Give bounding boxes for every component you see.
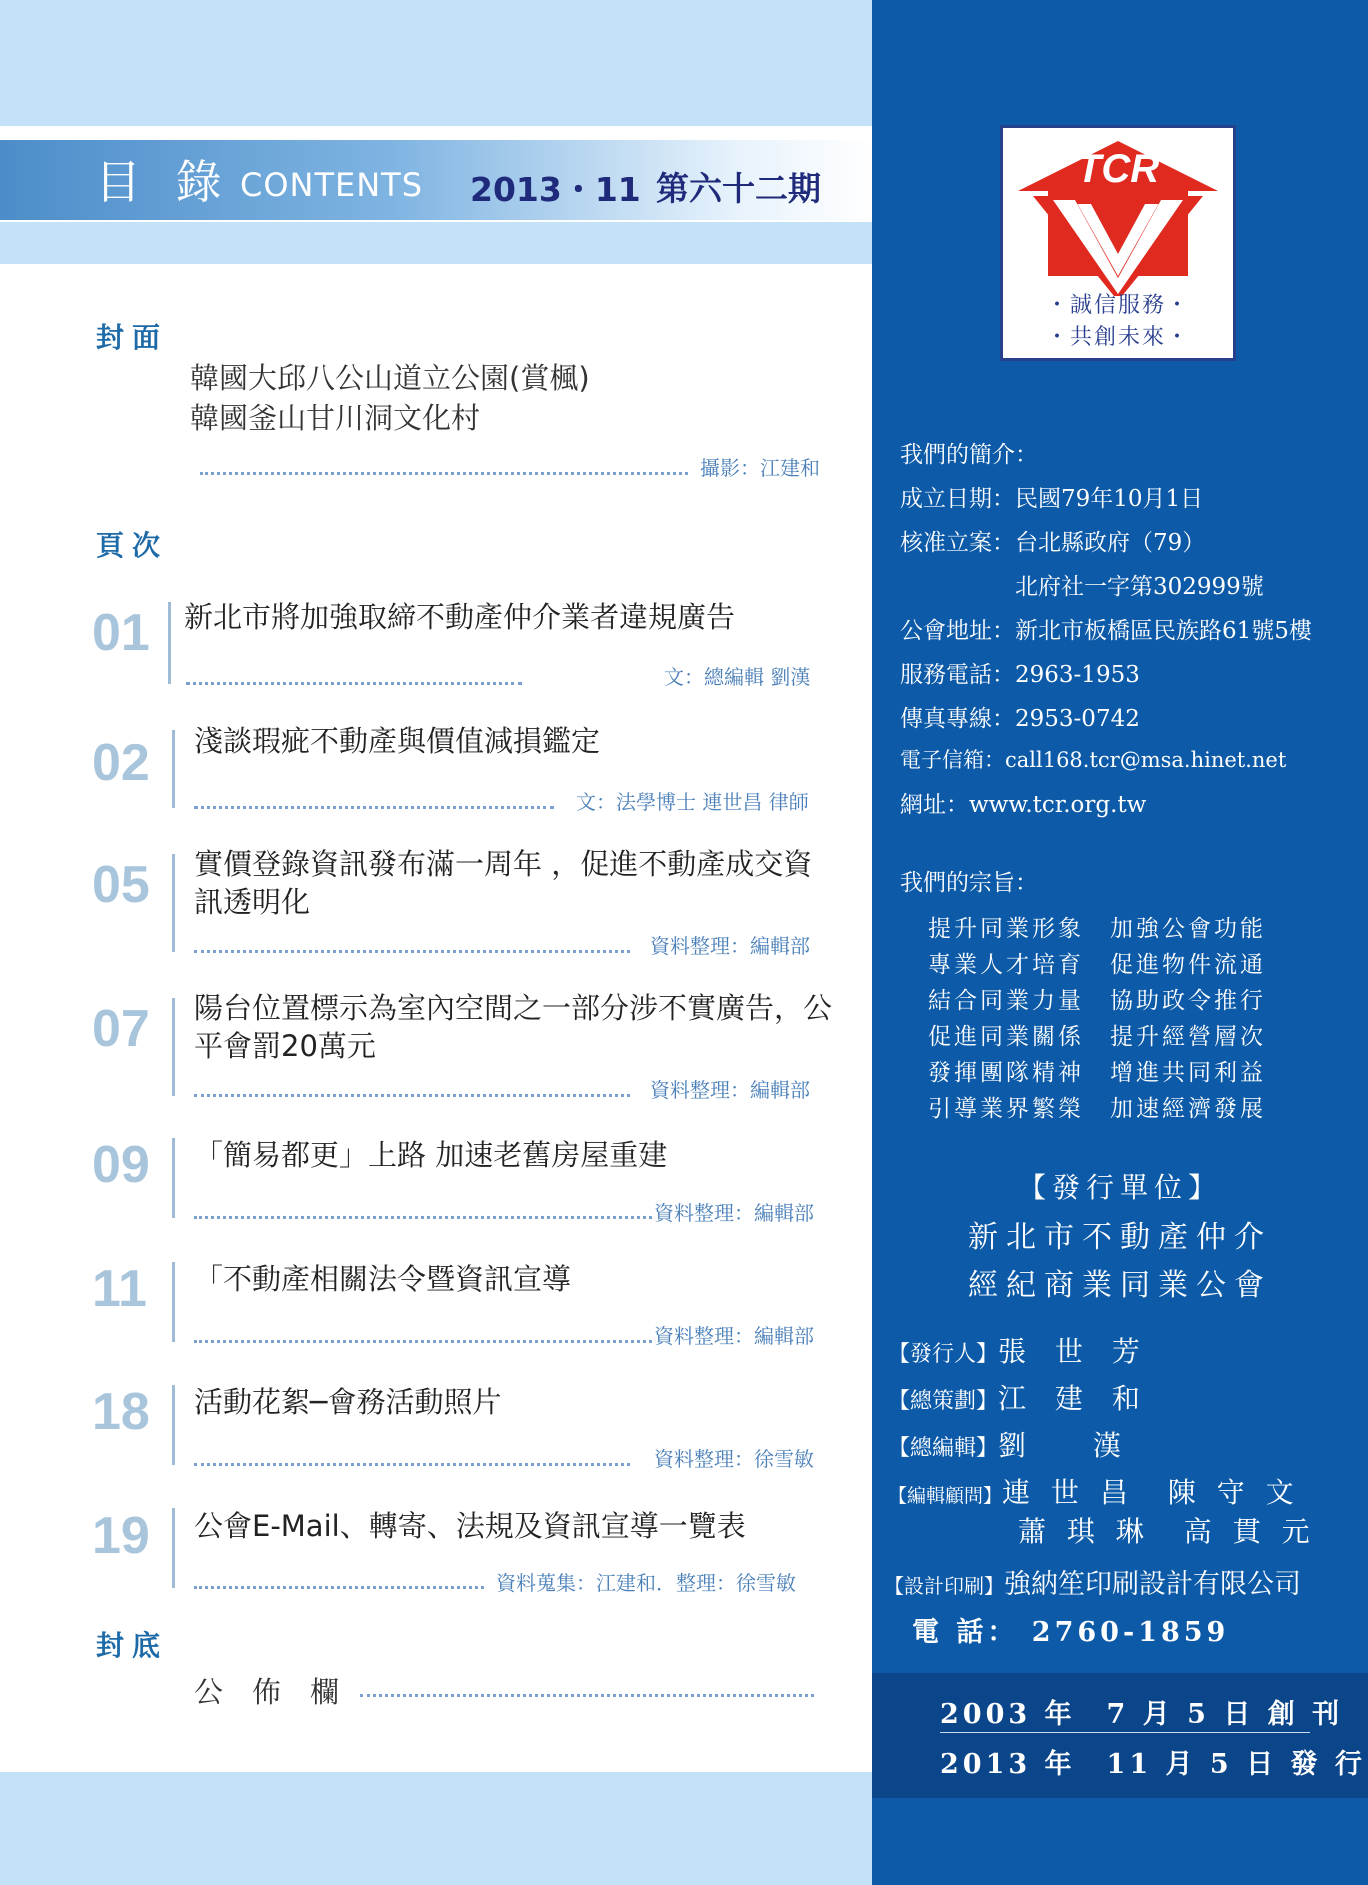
entry-credit: 文：總編輯 劉漢 bbox=[664, 665, 811, 689]
entry-credit: 資料整理：編輯部 bbox=[650, 1078, 810, 1102]
entry-credit: 資料整理：徐雪敏 bbox=[654, 1447, 814, 1471]
entry-divider bbox=[172, 730, 175, 808]
staff-label: 【編輯顧問】 bbox=[888, 1485, 1003, 1507]
page-title-en: CONTENTS bbox=[240, 166, 424, 204]
dotted-leader bbox=[194, 806, 554, 809]
date-divider bbox=[940, 1732, 1310, 1733]
staff-value: 張 世 芳 bbox=[998, 1335, 1150, 1368]
entry-page-number: 09 bbox=[92, 1136, 150, 1194]
entry-title: 「簡易都更」上路 加速老舊房屋重建 bbox=[194, 1138, 668, 1172]
staff-row bbox=[888, 1377, 1150, 1417]
logo-text: TCR bbox=[1076, 147, 1160, 191]
publisher-name-1: 新北市不動產仲介 bbox=[968, 1220, 1272, 1255]
staff-value: 連 世 昌 陳 守 文 bbox=[1002, 1476, 1300, 1509]
staff-row bbox=[1018, 1510, 1316, 1550]
back-cover-item: 公 佈 欄 bbox=[194, 1675, 340, 1709]
page-title: 目 錄 bbox=[95, 155, 232, 209]
bottom-band bbox=[0, 1772, 872, 1885]
intro-line: 傳真專線：2953-0742 bbox=[900, 706, 1140, 732]
cover-heading: 封面 bbox=[96, 321, 169, 354]
entry-divider bbox=[172, 854, 175, 952]
publisher-heading: 【發行單位】 bbox=[1017, 1171, 1222, 1204]
logo-slogan-2: ・共創未來・ bbox=[1045, 325, 1190, 350]
intro-email[interactable]: 電子信箱：call168.tcr@msa.hinet.net bbox=[900, 748, 1287, 772]
staff-row bbox=[888, 1330, 1150, 1370]
cover-line-1: 韓國大邱八公山道立公園(賞楓) bbox=[190, 361, 590, 395]
staff-value: 江 建 和 bbox=[998, 1382, 1150, 1415]
cover-credit: 攝影：江建和 bbox=[700, 456, 820, 480]
dotted-leader bbox=[194, 1094, 630, 1097]
purpose-line: 提升同業形象 加強公會功能 bbox=[928, 916, 1266, 942]
entry-page-number: 01 bbox=[92, 604, 150, 662]
intro-line: 核准立案：台北縣政府（79） bbox=[900, 530, 1206, 556]
entry-page-number: 18 bbox=[92, 1383, 150, 1441]
dotted-leader bbox=[360, 1694, 814, 1697]
entry-page-number: 11 bbox=[92, 1260, 147, 1318]
dotted-leader bbox=[194, 1340, 652, 1343]
top-band bbox=[0, 0, 872, 126]
founded-date: 2003 年 7 月 5 日 創 刊 bbox=[940, 1699, 1344, 1730]
staff-row bbox=[884, 1562, 1301, 1601]
intro-line: 公會地址：新北市板橋區民族路61號5樓 bbox=[900, 618, 1312, 644]
intro-line: 服務電話：2963-1953 bbox=[900, 662, 1140, 688]
purpose-line: 促進同業關係 提升經營層次 bbox=[928, 1024, 1266, 1050]
entry-title: 「不動產相關法令暨資訊宣導 bbox=[194, 1262, 572, 1296]
publisher-name-2: 經紀商業同業公會 bbox=[968, 1268, 1272, 1303]
staff-row bbox=[888, 1471, 1300, 1511]
entry-title: 陽台位置標示為室內空間之一部分涉不實廣告，公平會罰20萬元 bbox=[194, 991, 833, 1063]
entry-title: 活動花絮─會務活動照片 bbox=[194, 1385, 502, 1419]
entry-divider bbox=[172, 1385, 175, 1465]
dotted-leader bbox=[200, 472, 688, 475]
staff-label: 【發行人】 bbox=[888, 1342, 999, 1367]
staff-value: 蕭 琪 琳 高 貫 元 bbox=[1018, 1515, 1316, 1548]
entry-credit: 資料整理：編輯部 bbox=[654, 1201, 814, 1225]
dotted-leader bbox=[194, 1463, 630, 1466]
purpose-heading: 我們的宗旨： bbox=[900, 870, 1038, 896]
publisher-phone: 電 話： 2760-1859 bbox=[912, 1617, 1230, 1648]
entry-title: 新北市將加強取締不動產仲介業者違規廣告 bbox=[184, 600, 736, 634]
issue-number: 第六十二期 bbox=[656, 169, 821, 208]
entry-divider bbox=[172, 1138, 175, 1218]
title-underband bbox=[0, 222, 872, 264]
entry-page-number: 07 bbox=[92, 1000, 150, 1058]
issue-date: 2013・11 bbox=[470, 170, 641, 209]
dotted-leader bbox=[194, 1586, 484, 1589]
staff-value: 強納笙印刷設計有限公司 bbox=[1004, 1569, 1301, 1600]
staff-label: 【設計印刷】 bbox=[884, 1574, 1004, 1598]
entry-credit: 資料蒐集：江建和．整理：徐雪敏 bbox=[496, 1571, 796, 1595]
intro-line: 北府社一字第302999號 bbox=[900, 574, 1264, 600]
logo-slogan-1: ・誠信服務・ bbox=[1045, 293, 1190, 318]
page-heading: 頁次 bbox=[96, 529, 169, 562]
entry-divider bbox=[172, 998, 175, 1096]
entry-page-number: 19 bbox=[92, 1507, 150, 1565]
staff-row bbox=[888, 1424, 1131, 1464]
entry-credit: 資料整理：編輯部 bbox=[654, 1324, 814, 1348]
intro-website[interactable]: 網址：www.tcr.org.tw bbox=[900, 792, 1147, 818]
purpose-line: 專業人才培育 促進物件流通 bbox=[928, 952, 1266, 978]
entry-divider bbox=[172, 1262, 175, 1342]
intro-heading: 我們的簡介： bbox=[900, 442, 1038, 468]
staff-label: 【總策劃】 bbox=[888, 1389, 999, 1414]
purpose-line: 發揮團隊精神 增進共同利益 bbox=[928, 1060, 1266, 1086]
issued-date: 2013 年 11 月 5 日 發 行 bbox=[940, 1749, 1366, 1780]
entry-title: 實價登錄資訊發布滿一周年 ，促進不動產成交資訊透明化 bbox=[194, 847, 813, 919]
staff-value: 劉 漢 bbox=[998, 1429, 1131, 1462]
purpose-line: 引導業界繁榮 加速經濟發展 bbox=[928, 1096, 1266, 1122]
entry-title: 公會E-Mail、轉寄、法規及資訊宣導一覽表 bbox=[194, 1509, 746, 1543]
staff-label: 【總編輯】 bbox=[888, 1436, 999, 1461]
intro-line: 成立日期：民國79年10月1日 bbox=[900, 486, 1204, 512]
entry-title: 淺談瑕疵不動產與價值減損鑑定 bbox=[194, 724, 601, 758]
entry-credit: 文：法學博士 連世昌 律師 bbox=[576, 790, 809, 814]
dotted-leader bbox=[194, 950, 630, 953]
entry-credit: 資料整理：編輯部 bbox=[650, 934, 810, 958]
purpose-line: 結合同業力量 協助政令推行 bbox=[928, 988, 1266, 1014]
entry-divider bbox=[168, 602, 171, 684]
back-cover-heading: 封底 bbox=[96, 1629, 169, 1662]
cover-line-2: 韓國釜山甘川洞文化村 bbox=[190, 401, 481, 435]
tcr-house-icon bbox=[1013, 136, 1223, 296]
dotted-leader bbox=[194, 1216, 652, 1219]
entry-page-number: 02 bbox=[92, 734, 150, 792]
entry-page-number: 05 bbox=[92, 856, 150, 914]
tcr-logo bbox=[1000, 125, 1236, 361]
entry-divider bbox=[172, 1508, 175, 1588]
dotted-leader bbox=[186, 682, 522, 685]
